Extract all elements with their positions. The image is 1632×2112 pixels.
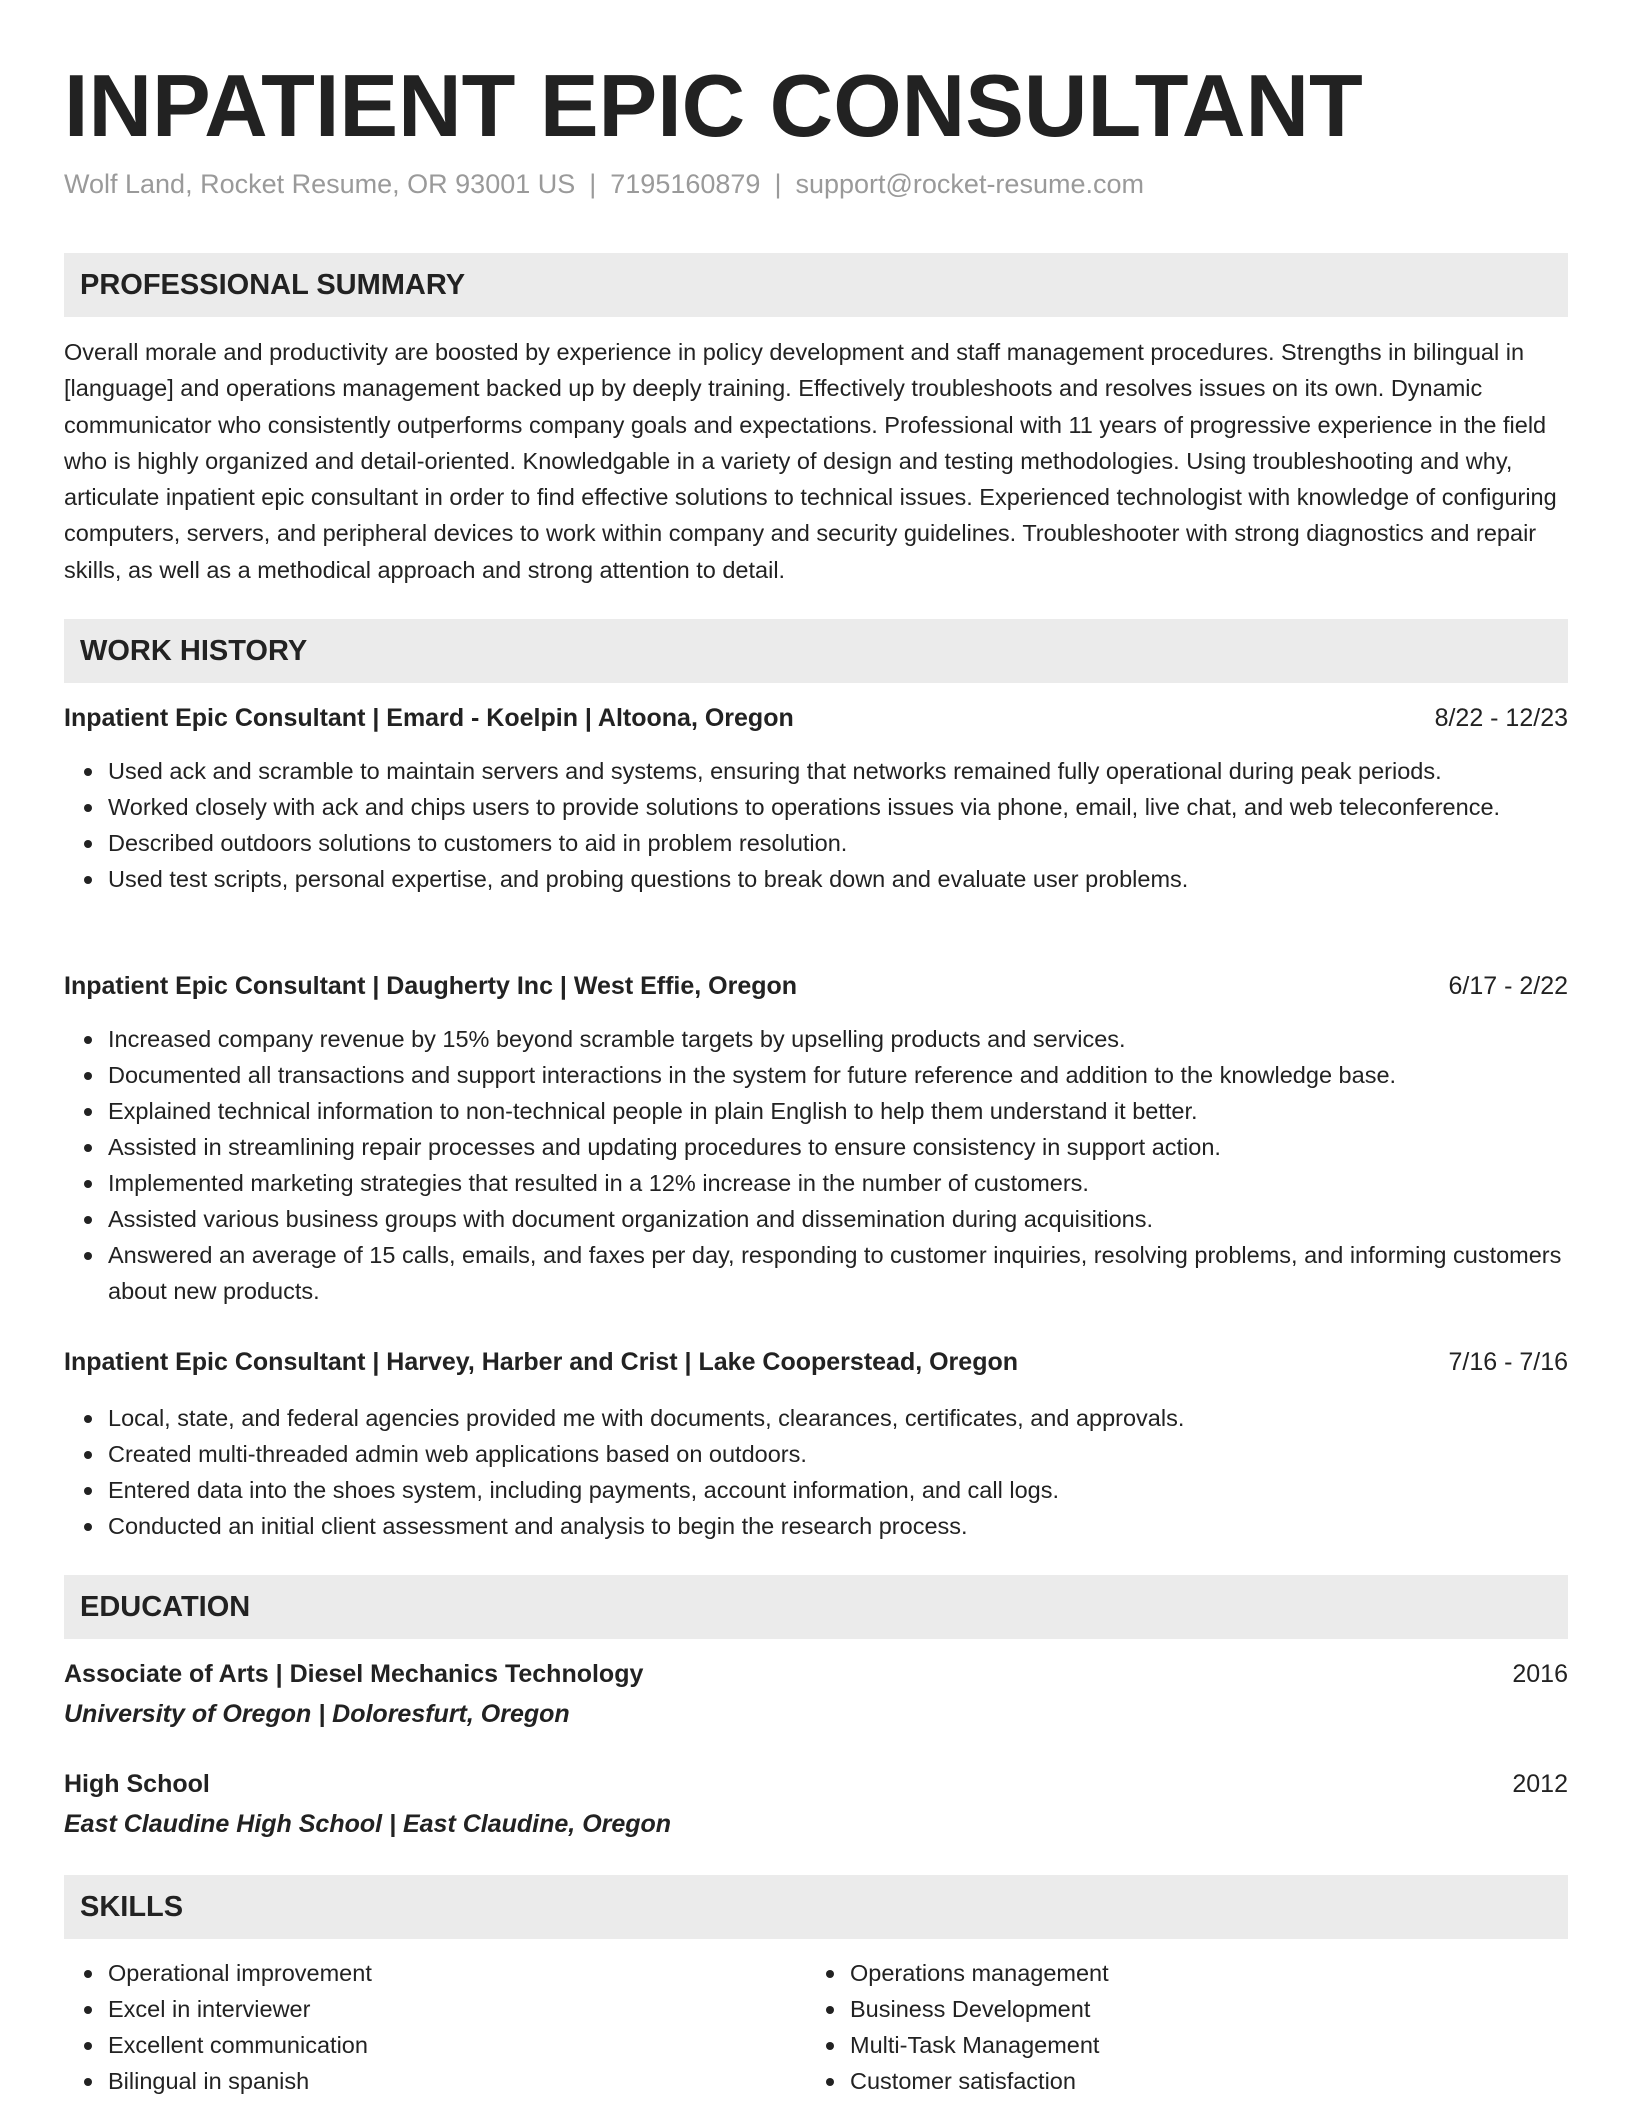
education-school: East Claudine High School | East Claudine, Oregon: [64, 1810, 672, 1838]
job-dates: 8/22 - 12/23: [1434, 704, 1568, 732]
list-item: Conducted an initial client assessment and analysis to begin the research process.: [108, 1508, 1568, 1544]
job-header: [64, 1344, 1568, 1380]
skill-item: Excellent communication: [108, 2027, 764, 2063]
skill-item: Multi-Task Management: [850, 2027, 1506, 2063]
list-item: Assisted in streamlining repair processes and updating procedures to ensure consistency in support action.: [108, 1129, 1568, 1165]
degree-year: 2012: [1512, 1770, 1568, 1798]
education-degree: [64, 1766, 1568, 1802]
job-bullets: [64, 753, 1568, 897]
list-item: Described outdoors solutions to customers to aid in problem resolution.: [108, 825, 1568, 861]
job-title: Inpatient Epic Consultant | Emard - Koelpin | Altoona, Oregon: [64, 704, 794, 732]
skills-list-right: [806, 1955, 1506, 2099]
contact-phone: 7195160879: [610, 169, 761, 199]
contact-separator: |: [774, 169, 782, 199]
list-item: Increased company revenue by 15% beyond scramble targets by upselling products and services.: [108, 1021, 1568, 1057]
skill-item: Business Development: [850, 1991, 1506, 2027]
summary-text: Overall morale and productivity are boosted by experience in policy development and staff management procedures. Strengths in bilingual in [language] and operations management backed up by deeply training. Effectively troubleshoots and resolves issues on its own. Dynamic communicator who consistently outperforms company goals and expectations. Professional with 11 years of progressive experience in the field who is highly organized and detail-oriented. Knowledgable in a variety of design and testing methodologies. Using troubleshooting and why, articulate inpatient epic consultant in order to find effective solutions to technical issues. Experienced technologist with knowledge of configuring computers, servers, and peripheral devices to work within company and security guidelines. Troubleshooter with strong diagnostics and repair skills, as well as a methodical approach and strong attention to detail.: [64, 339, 1557, 583]
education-degree: [64, 1656, 1568, 1692]
section-header-education: [64, 1575, 1568, 1639]
skill-item: Operational improvement: [108, 1955, 764, 1991]
list-item: Assisted various business groups with document organization and dissemination during acquisitions.: [108, 1201, 1568, 1237]
section-header-work-history: [64, 619, 1568, 683]
candidate-name: INPATIENT EPIC CONSULTANT: [64, 56, 1363, 155]
section-title-summary: PROFESSIONAL SUMMARY: [80, 269, 466, 301]
section-header-skills: [64, 1875, 1568, 1939]
list-item: Documented all transactions and support interactions in the system for future reference and addition to the knowledge base.: [108, 1057, 1568, 1093]
list-item: Used ack and scramble to maintain servers and systems, ensuring that networks remained fully operational during peak periods.: [108, 753, 1568, 789]
job-bullets: [64, 1021, 1568, 1309]
job-dates: 7/16 - 7/16: [1448, 1348, 1568, 1376]
degree-year: 2016: [1512, 1660, 1568, 1688]
job-title: Inpatient Epic Consultant | Daugherty Inc | West Effie, Oregon: [64, 972, 798, 1000]
list-item: Explained technical information to non-technical people in plain English to help them understand it better.: [108, 1093, 1568, 1129]
degree-name: High School: [64, 1770, 210, 1798]
job-dates: 6/17 - 2/22: [1448, 972, 1568, 1000]
list-item: Worked closely with ack and chips users to provide solutions to operations issues via phone, email, live chat, and web teleconference.: [108, 789, 1568, 825]
list-item: Used test scripts, personal expertise, and probing questions to break down and evaluate user problems.: [108, 861, 1568, 897]
list-item: Local, state, and federal agencies provided me with documents, clearances, certificates, and approvals.: [108, 1400, 1568, 1436]
contact-separator: |: [589, 169, 597, 199]
skill-item: Operations management: [850, 1955, 1506, 1991]
job-header: [64, 700, 1568, 736]
contact-address: Wolf Land, Rocket Resume, OR 93001 US: [64, 169, 576, 199]
section-title-skills: SKILLS: [80, 1891, 184, 1923]
skill-item: Bilingual in spanish: [108, 2063, 764, 2099]
section-header-summary: [64, 253, 1568, 317]
list-item: Answered an average of 15 calls, emails, and faxes per day, responding to customer inquiries, resolving problems, and informing customers about new products.: [108, 1237, 1568, 1309]
job-header: [64, 968, 1568, 1004]
list-item: Created multi-threaded admin web applications based on outdoors.: [108, 1436, 1568, 1472]
skill-item: Customer satisfaction: [850, 2063, 1506, 2099]
skills-list-left: [64, 1955, 764, 2099]
job-title: Inpatient Epic Consultant | Harvey, Harber and Crist | Lake Cooperstead, Oregon: [64, 1348, 1019, 1376]
job-bullets: [64, 1400, 1568, 1544]
section-title-work-history: WORK HISTORY: [80, 635, 308, 667]
list-item: Implemented marketing strategies that resulted in a 12% increase in the number of customers.: [108, 1165, 1568, 1201]
contact-email: support@rocket-resume.com: [795, 169, 1144, 199]
section-title-education: EDUCATION: [80, 1591, 251, 1623]
list-item: Entered data into the shoes system, including payments, account information, and call logs.: [108, 1472, 1568, 1508]
contact-line: [64, 166, 1144, 202]
education-school: University of Oregon | Doloresfurt, Oregon: [64, 1700, 570, 1728]
degree-name: Associate of Arts | Diesel Mechanics Technology: [64, 1660, 644, 1688]
skill-item: Excel in interviewer: [108, 1991, 764, 2027]
